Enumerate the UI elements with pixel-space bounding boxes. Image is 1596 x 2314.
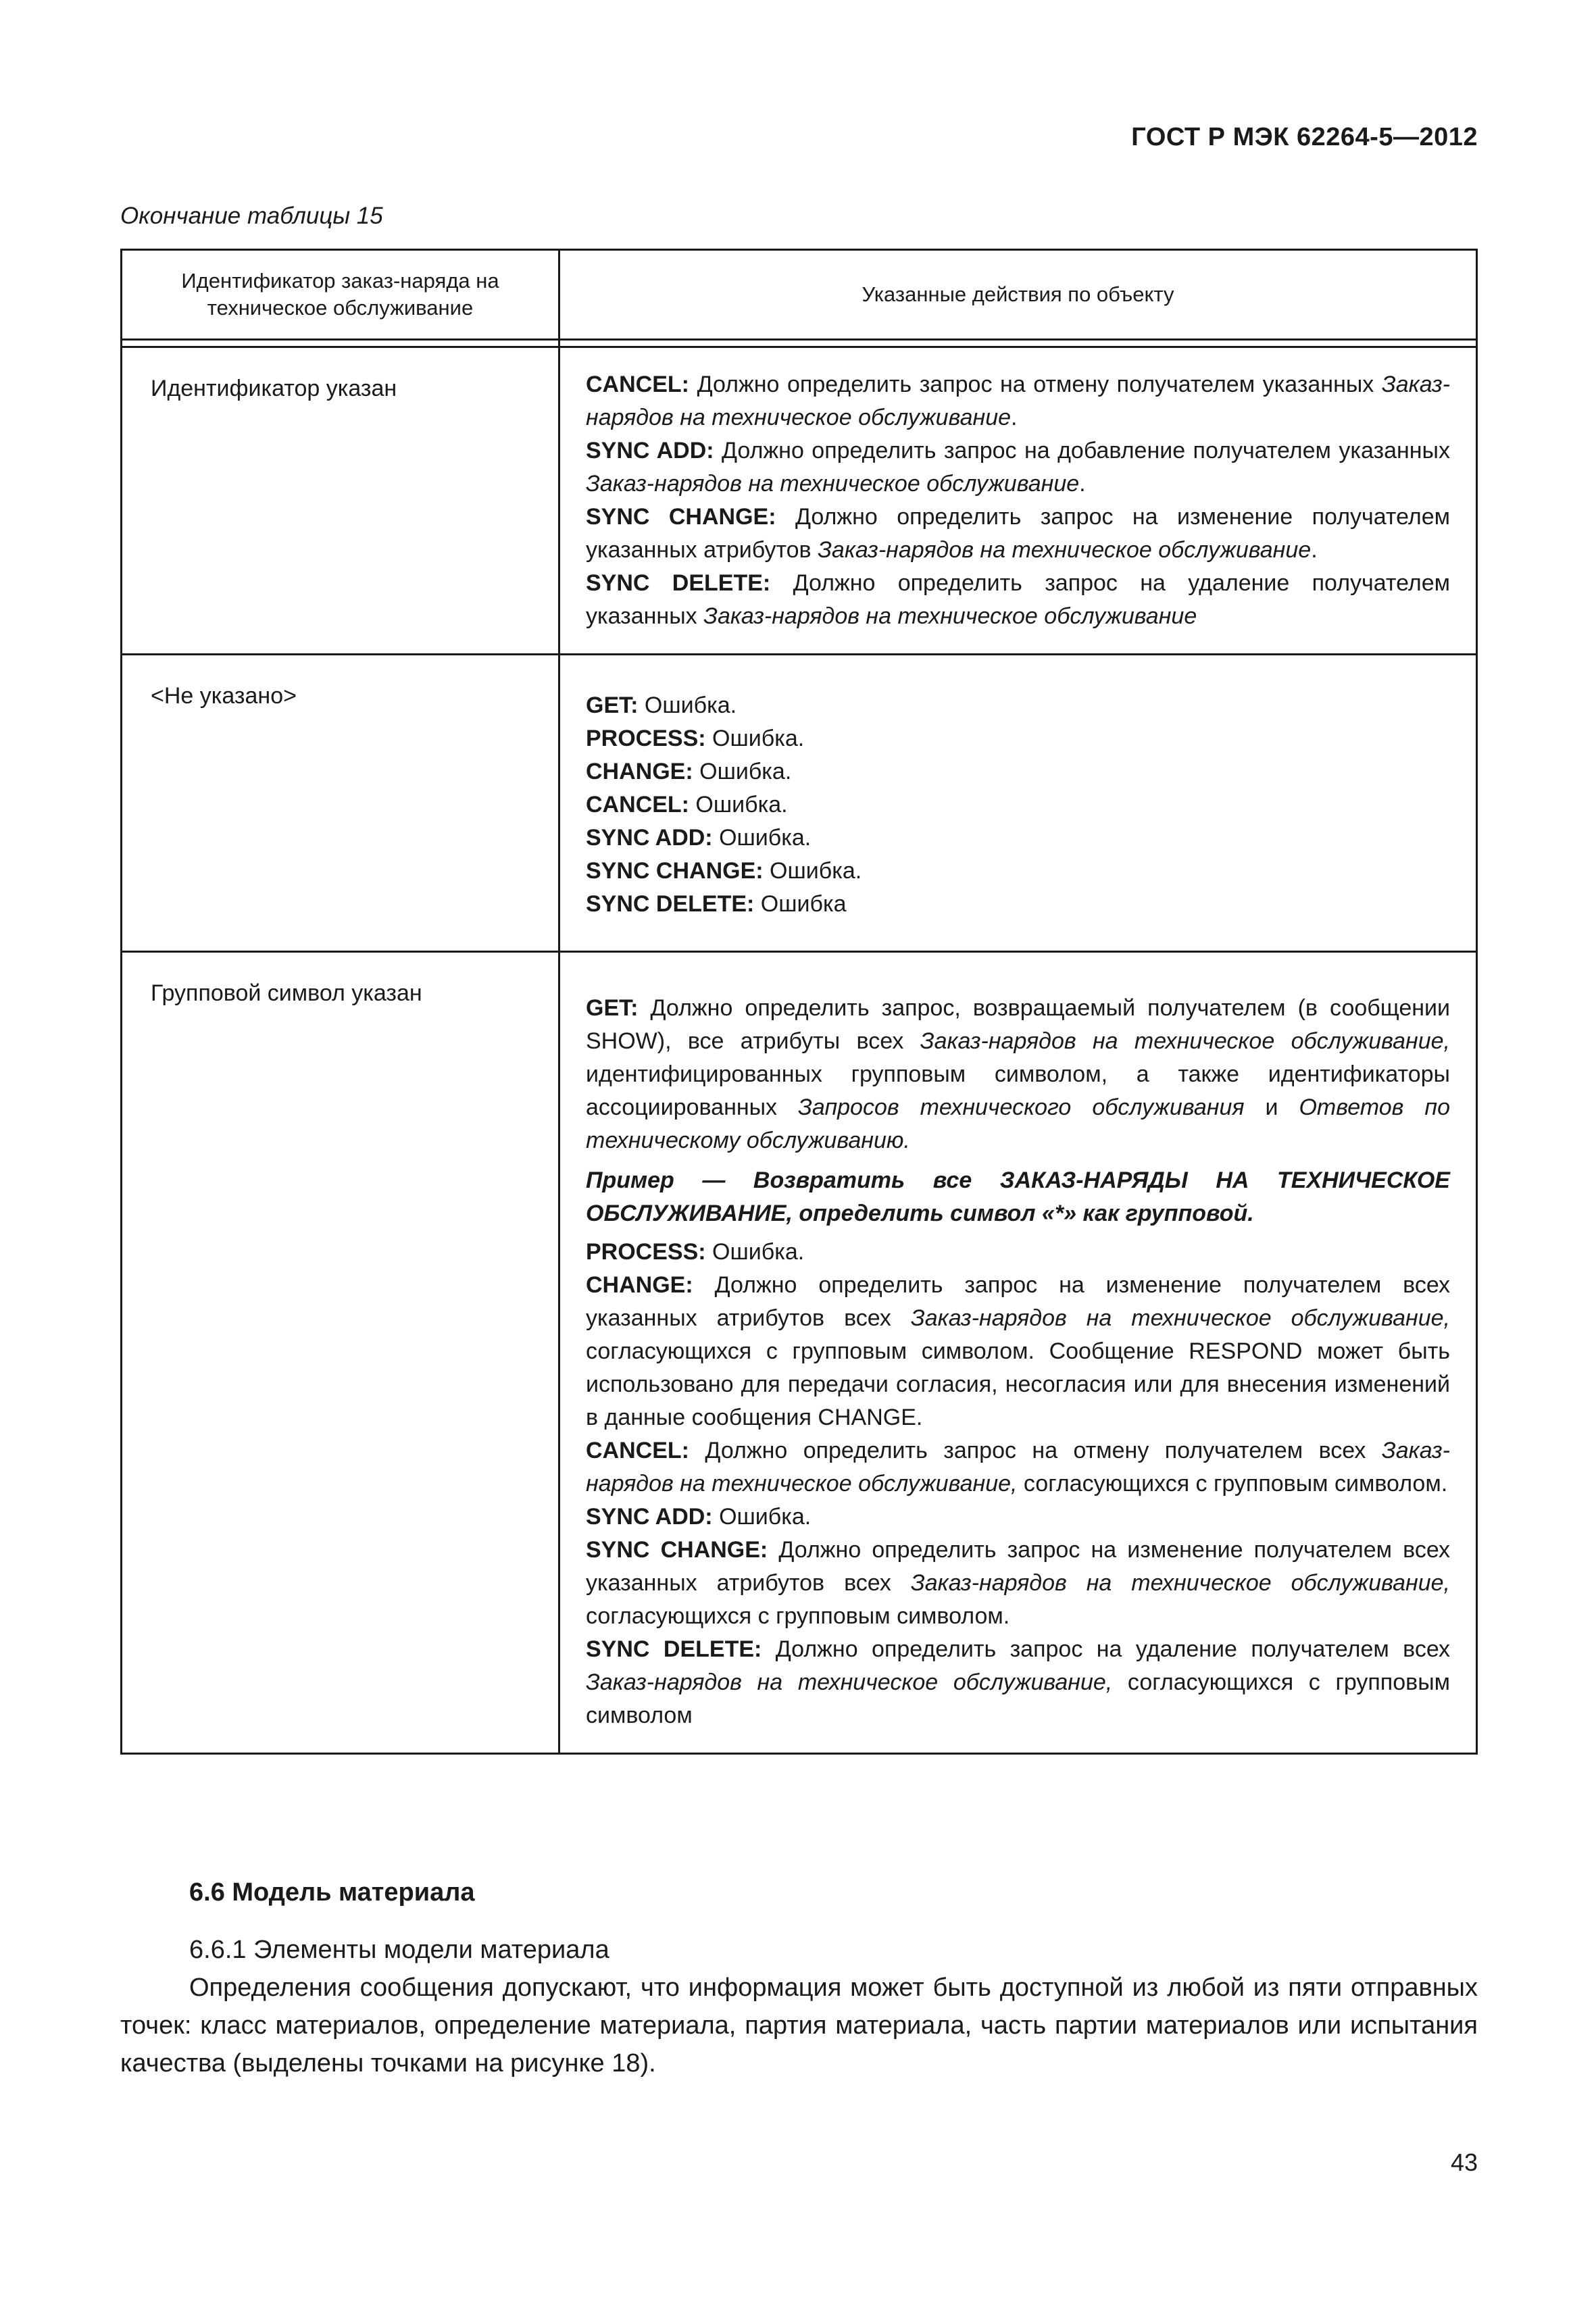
column-header-identifier: Идентификатор заказ-наряда на техническое обслуживание — [122, 250, 559, 340]
subsection-heading: 6.6.1 Элементы модели материала — [189, 1936, 609, 1964]
section-heading: 6.6 Модель материала — [189, 1878, 475, 1907]
table-row — [122, 347, 1477, 655]
action-item: CANCEL: Должно определить запрос на отмену получателем всех Заказ-нарядов на техническое обслуживание, согласующихся с групповым символом. — [586, 1438, 1450, 1496]
action-item: SYNC ADD: Ошибка. — [586, 1504, 812, 1530]
action-item: SYNC DELETE: Должно определить запрос на удаление получателем указанных Заказ-нарядов на техническое обслуживание — [586, 570, 1451, 629]
action-item: SYNC ADD: Ошибка. — [586, 825, 812, 851]
table-header-row — [122, 250, 1477, 340]
action-item: PROCESS: Ошибка. — [586, 726, 805, 751]
action-item: PROCESS: Ошибка. — [586, 1239, 805, 1265]
action-item: CANCEL: Должно определить запрос на отмену получателем указанных Заказ-нарядов на техническое обслуживание. — [586, 372, 1450, 430]
table-caption: Окончание таблицы 15 — [120, 203, 383, 229]
identifier-cell: Групповой символ указан — [122, 952, 559, 1754]
action-item: SYNC DELETE: Должно определить запрос на удаление получателем всех Заказ-нарядов на техническое обслуживание, согласующихся с групповым символом — [586, 1636, 1450, 1728]
column-header-actions: Указанные действия по объекту — [559, 250, 1477, 340]
actions-cell — [559, 347, 1477, 655]
action-item: SYNC DELETE: Ошибка — [586, 891, 847, 917]
actions-cell — [559, 655, 1477, 952]
action-item: SYNC ADD: Должно определить запрос на добавление получателем указанных Заказ-нарядов на техническое обслуживание. — [586, 438, 1450, 497]
body-paragraph: Определения сообщения допускают, что информация может быть доступной из любой из пяти отправных точек: класс материалов, определение материала, партия материала, часть партии материалов или испытания качества (выделены точками на рисунке 18). — [120, 1973, 1478, 2078]
action-item: GET: Ошибка. — [586, 693, 737, 718]
action-item: SYNC CHANGE: Ошибка. — [586, 858, 862, 884]
action-item: CHANGE: Должно определить запрос на изменение получателем всех указанных атрибутов всех Заказ-нарядов на техническое обслуживание, согласующихся с групповым символом. Сообщение RESPOND может быть использовано для передачи согласия, несогласия или для внесения изменений в данные сообщения CHANGE. — [586, 1272, 1450, 1430]
action-item: GET: Должно определить запрос, возвращаемый получателем (в сообщении SHOW), все атрибуты всех Заказ-нарядов на техническое обслуживание, идентифицированных групповым символом, а также идентификаторы ассоциированных Запросов технического обслуживания и Ответов по техническому обслуживанию. — [586, 995, 1450, 1153]
identifier-cell: <Не указано> — [122, 655, 559, 952]
document-standard-id: ГОСТ Р МЭК 62264-5—2012 — [1131, 123, 1478, 151]
identifier-cell: Идентификатор указан — [122, 347, 559, 655]
table-row — [122, 952, 1477, 1754]
actions-cell — [559, 952, 1477, 1754]
table-row — [122, 655, 1477, 952]
action-item: CANCEL: Ошибка. — [586, 792, 788, 818]
action-item: SYNC CHANGE: Должно определить запрос на изменение получателем всех указанных атрибутов всех Заказ-нарядов на техническое обслуживание, согласующихся с групповым символом. — [586, 1537, 1450, 1629]
action-item: SYNC CHANGE: Должно определить запрос на изменение получателем указанных атрибутов Заказ-нарядов на техническое обслуживание. — [586, 504, 1451, 563]
action-item: CHANGE: Ошибка. — [586, 759, 792, 784]
example-note: Пример — Возвратить все ЗАКАЗ-НАРЯДЫ НА ТЕХНИЧЕСКОЕ ОБСЛУЖИВАНИЕ, определить символ «*» как групповой. — [586, 1167, 1450, 1226]
actions-table — [120, 249, 1478, 1755]
page-number: 43 — [1450, 2148, 1478, 2176]
